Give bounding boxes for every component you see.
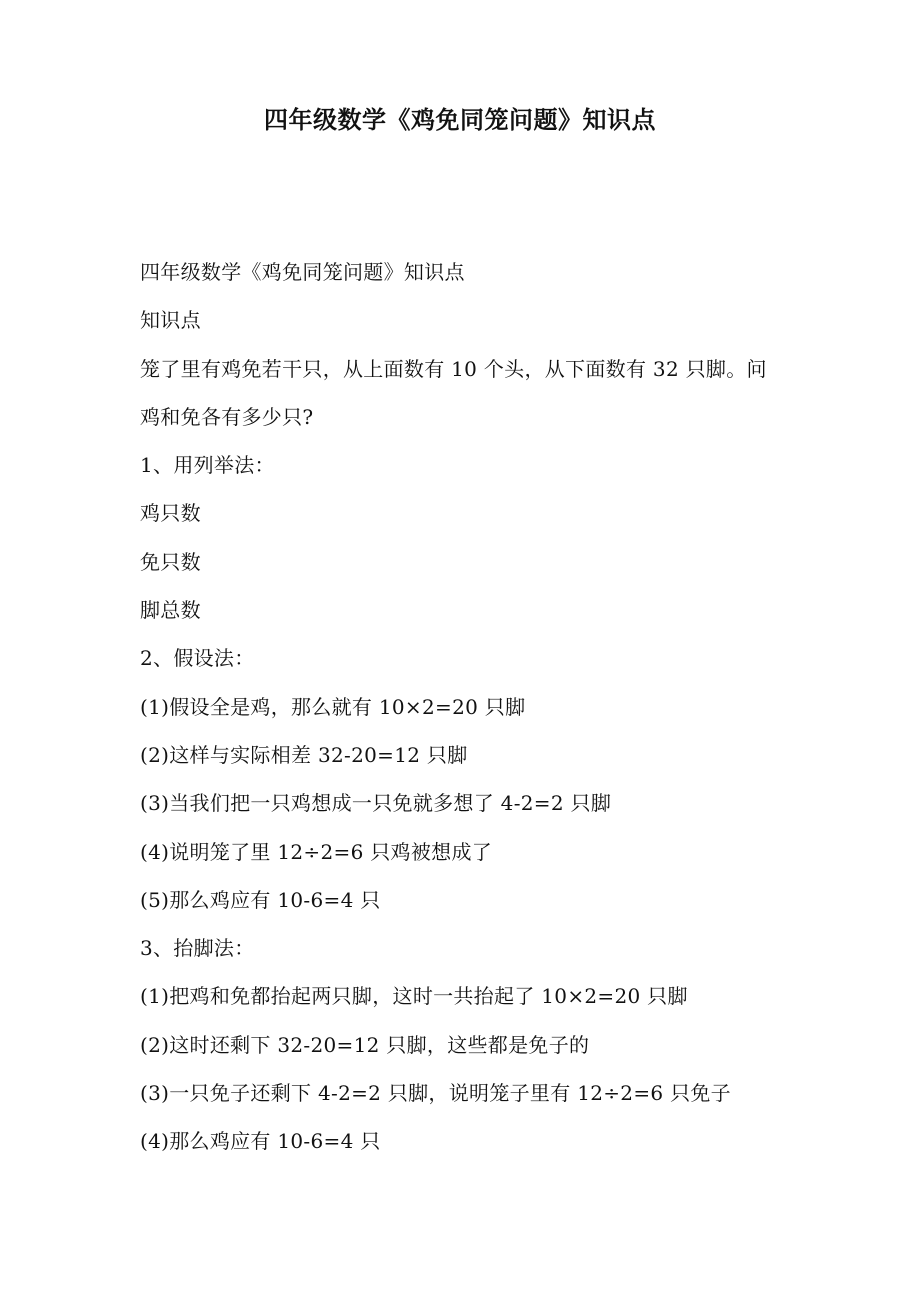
body-line-total-feet: 脚总数 (140, 598, 201, 623)
body-line-method2-step5: (5)那么鸡应有 10-6=4 只 (140, 887, 381, 912)
body-line-subtitle: 四年级数学《鸡免同笼问题》知识点 (140, 260, 465, 284)
body-line-method2-step1: (1)假设全是鸡，那么就有 10×2=20 只脚 (140, 694, 526, 719)
body-line-method2-heading: 2、假设法： (140, 646, 255, 671)
body-line-section-label: 知识点 (140, 308, 201, 333)
body-line-method2-step3: (3)当我们把一只鸡想成一只免就多想了 4-2=2 只脚 (140, 791, 612, 816)
body-line-problem-part1: 笼了里有鸡免若干只，从上面数有 10 个头，从下面数有 32 只脚。问 (140, 356, 767, 381)
body-line-method3-step3: (3)一只免子还剩下 4-2=2 只脚，说明笼子里有 12÷2=6 只免子 (140, 1081, 731, 1106)
body-line-method2-step4: (4)说明笼了里 12÷2=6 只鸡被想成了 (140, 839, 493, 864)
document-body (140, 248, 790, 1166)
body-line-rabbit-count: 免只数 (140, 549, 201, 574)
body-line-chicken-count: 鸡只数 (140, 501, 201, 526)
body-line-method2-step2: (2)这样与实际相差 32-20=12 只脚 (140, 742, 468, 767)
document-title: 四年级数学《鸡免同笼问题》知识点 (264, 106, 656, 134)
body-line-method1-heading: 1、用列举法： (140, 453, 275, 478)
body-line-method3-step1: (1)把鸡和免都抬起两只脚，这时一共抬起了 10×2=20 只脚 (140, 984, 688, 1009)
body-line-method3-step2: (2)这时还剩下 32-20=12 只脚，这些都是免子的 (140, 1032, 590, 1057)
body-line-method3-step4: (4)那么鸡应有 10-6=4 只 (140, 1129, 381, 1154)
body-line-method3-heading: 3、抬脚法： (140, 936, 255, 961)
body-line-problem-part2: 鸡和免各有多少只? (140, 404, 314, 429)
